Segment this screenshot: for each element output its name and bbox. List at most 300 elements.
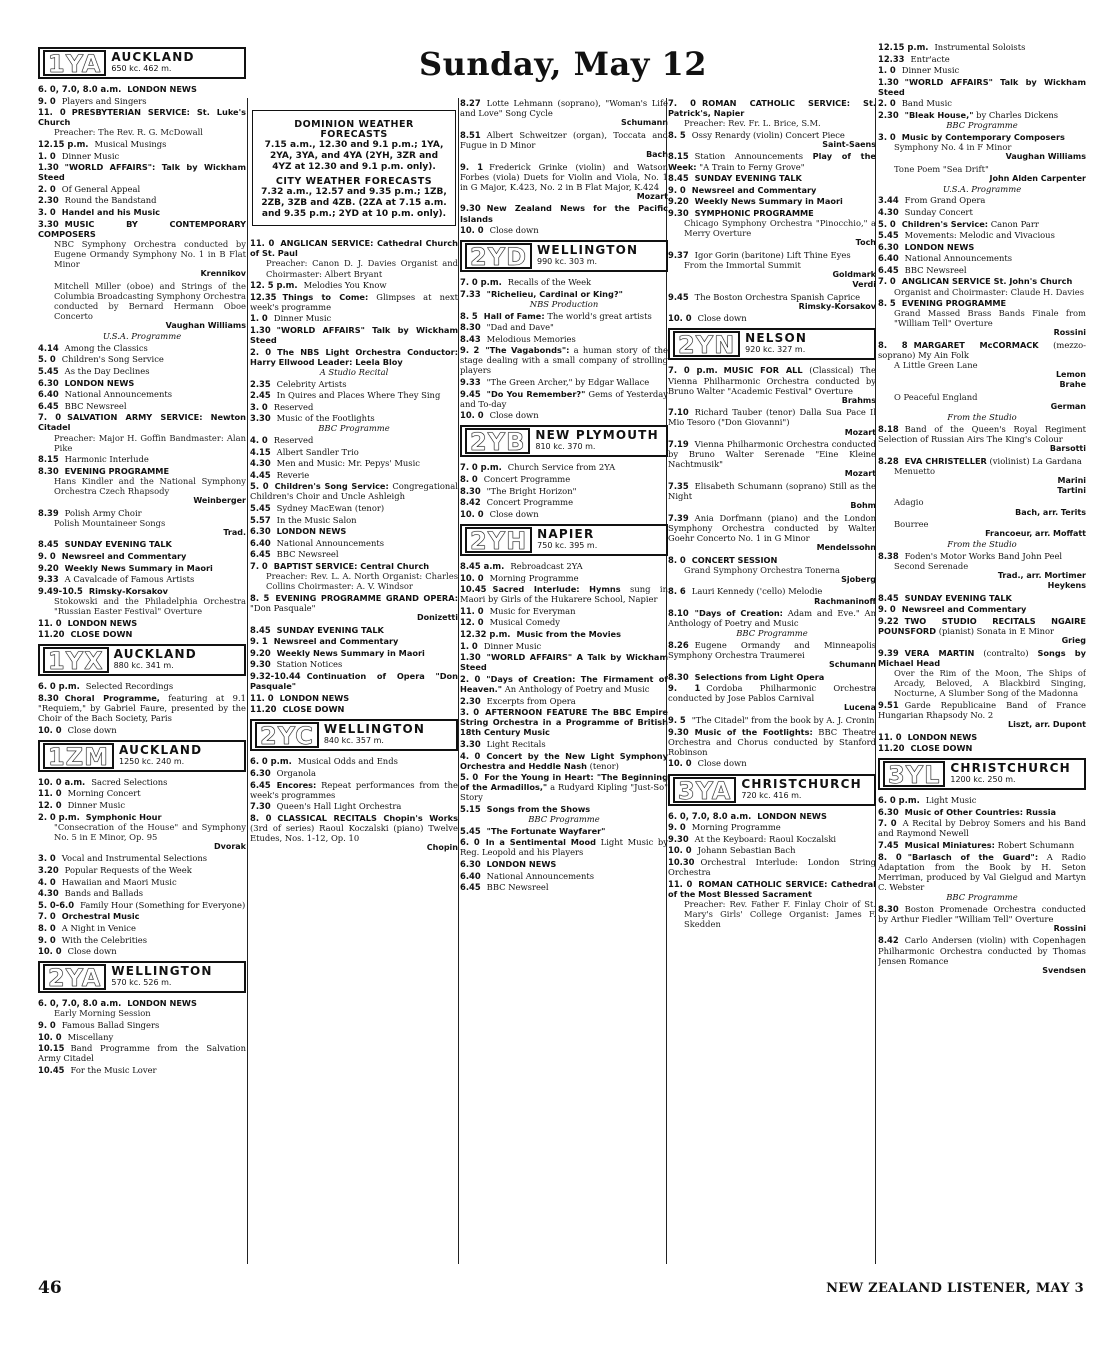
station-frequency: 990 kc. 303 m. [537, 257, 598, 267]
programme-entry [250, 756, 458, 766]
entry-time: 6. 0, 7.0, 8.0 a.m. [668, 810, 752, 821]
entry-time: 8.45 [250, 624, 271, 635]
programme-entry [38, 96, 246, 106]
entry-title: Encores: [276, 779, 317, 790]
programme-entry [668, 130, 876, 150]
programme-entry [250, 801, 458, 811]
programme-entry [250, 671, 458, 691]
programme-entry [250, 481, 458, 501]
programme-entry [878, 700, 1086, 730]
programme-entry [460, 871, 668, 881]
entry-text: "The Bright Horizon" [486, 485, 577, 496]
programme-entry [250, 435, 458, 445]
column-3 [460, 98, 668, 1264]
programme-entry [38, 923, 246, 933]
entry-title: LONDON NEWS [279, 692, 350, 703]
entry-composer: Marini [1057, 475, 1086, 485]
entry-time: 3. 0 [878, 131, 896, 142]
entry-title: Newsreel and Commentary [901, 604, 1027, 615]
programme-entry [250, 413, 458, 433]
entry-title: VERA MARTIN [904, 647, 975, 658]
entry-composer: Barsotti [1049, 443, 1086, 453]
page-date-heading: Sunday, May 12 [419, 45, 707, 83]
programme-entry [250, 780, 458, 800]
entry-time: 5.45 [38, 365, 59, 376]
entry-time: 7. 0 [38, 911, 56, 922]
station-header [878, 758, 1086, 790]
entry-text: (contralto) [983, 647, 1029, 658]
station-city: NEW PLYMOUTH [535, 428, 659, 443]
programme-entry [878, 424, 1086, 454]
station-frequency: 880 kc. 341 m. [113, 661, 174, 671]
entry-composer: Saint-Saens [822, 139, 876, 149]
entry-time: 10.30 [668, 856, 695, 867]
entry-text: Station Notices [276, 659, 343, 670]
entry-title: For the Young in Heart: "The Beginning of the Armadillos," [460, 772, 668, 793]
column-2 [250, 104, 458, 1264]
entry-title: ROMAN CATHOLIC SERVICE: Cathedral of the Most Blessed Sacrament [668, 878, 876, 899]
entry-time: 8. 0 [668, 554, 686, 565]
entry-time: 4.30 [878, 206, 899, 217]
entry-time: 3. 0 [250, 401, 268, 412]
entry-title: LONDON NEWS [276, 526, 347, 537]
entry-time: 8.45 [878, 592, 899, 603]
programme-entry [460, 826, 668, 836]
entry-time: 6.30 [250, 767, 271, 778]
entry-time: 3.20 [38, 865, 59, 875]
entry-time: 2.45 [250, 390, 271, 401]
programme-entry [460, 707, 668, 737]
entry-text: Dinner Music [61, 150, 120, 161]
programme-entry [38, 401, 246, 411]
entry-time: 6.45 [250, 549, 271, 560]
station-frequency: 1250 kc. 240 m. [118, 756, 185, 766]
entry-time: 8.39 [38, 507, 59, 518]
entry-time: 6. 0 p.m. [250, 756, 292, 767]
entry-time: 9. 1 [250, 636, 268, 647]
programme-entry [38, 853, 246, 863]
entry-time: 11. 0 [668, 878, 693, 889]
station-frequency: 750 kc. 395 m. [537, 540, 598, 550]
entry-time: 9. 5 [668, 715, 686, 726]
entry-text: National Announcements [276, 537, 385, 548]
programme-entry [38, 725, 246, 735]
entry-time: 9.45 [668, 291, 689, 302]
page-footer [38, 1278, 1084, 1302]
entry-time: 6.30 [460, 858, 481, 869]
entry-title: Rimsky-Korsakov [88, 585, 168, 596]
entry-title: Newsreel and Commentary [61, 551, 187, 562]
entry-title: LONDON NEWS [127, 84, 197, 94]
entry-composer: John Alden Carpenter [989, 173, 1086, 183]
programme-entry [878, 207, 1086, 217]
programme-entry [460, 289, 668, 309]
entry-time: 2. 0 [38, 183, 56, 194]
entry-text: A Recital by Debroy Somers and his Band and Raymond Newell [878, 818, 1086, 839]
entry-title: EVENING PROGRAMME [64, 465, 170, 476]
entry-title: Orchestral Music [61, 911, 140, 922]
entry-text: Round the Bandstand [64, 195, 157, 206]
entry-time: 5.45 [250, 503, 271, 514]
entry-title: Symphonic Hour [85, 811, 162, 822]
programme-entry [878, 551, 1086, 591]
entry-text: Carlo Andersen (violin) with Copenhagen Philharmonic Orchestra conducted by Thomas Jensen Romance [878, 935, 1086, 966]
entry-time: 12.33 [878, 53, 905, 64]
programme-entry [878, 807, 1086, 817]
column-1 [38, 42, 246, 1264]
entry-time: 10. 0 [38, 946, 62, 957]
entry-text: (pianist) Sonata in E Minor [938, 626, 1055, 637]
entry-time: 9. 0 [38, 934, 56, 945]
entry-text: Harmonic Interlude [64, 454, 149, 465]
entry-title: TWO STUDIO RECITALS NGAIRE POUNSFORD [878, 615, 1086, 637]
entry-time: 1. 0 [250, 313, 268, 324]
entry-time: 11. 0 [878, 731, 902, 742]
entry-title: PRESBYTERIAN SERVICE: St. Luke's Church [38, 107, 246, 128]
station-city: WELLINGTON [323, 722, 426, 737]
programme-entry [460, 203, 668, 223]
programme-entry [250, 768, 458, 778]
entry-composer: Donizetti [416, 612, 458, 622]
programme-entry [878, 456, 1086, 496]
programme-entry [878, 265, 1086, 275]
programme-entry [668, 672, 876, 682]
entry-time: 6.40 [460, 870, 481, 881]
entry-time: 8.10 [668, 608, 689, 619]
entry-time: 6. 0, 7.0, 8.0 a.m. [38, 84, 122, 94]
entry-text: "The Citadel" from the book by A. J. Cronin [691, 715, 875, 726]
entry-time: 9.37 [668, 249, 689, 260]
programme-entry [878, 392, 1086, 422]
programme-entry [668, 481, 876, 511]
entry-title: SUNDAY EVENING TALK [276, 624, 384, 635]
entry-text: From Grand Opera [904, 195, 986, 206]
entry-time: 9. 0 [668, 822, 686, 833]
entry-detail: NBC Symphony Orchestra conducted by Eugene Ormandy Symphony No. 1 in B Flat Minor [54, 238, 246, 269]
programme-entry [668, 879, 876, 929]
station-header [460, 240, 668, 272]
entry-detail: Hans Kindler and the National Symphony Orchestra Czech Rhapsody [54, 475, 246, 496]
entry-text: BBC Newsreel [64, 400, 127, 411]
entry-time: 6.40 [38, 389, 59, 400]
programme-entry [668, 811, 876, 821]
entry-text: Gems of Yesterday and To-day [460, 388, 668, 409]
programme-entry [668, 555, 876, 585]
entry-detail: Preacher: Canon D. J. Davies Organist and Choirmaster: Albert Bryant [266, 258, 458, 279]
station-header [250, 719, 458, 751]
entry-time: 9. 1 [460, 161, 484, 172]
entry-text: With the Celebrities [61, 934, 148, 945]
entry-text: Morning Programme [691, 822, 781, 833]
entry-composer: Svendsen [1042, 965, 1086, 975]
entry-text: Music of the Footlights [276, 413, 375, 424]
entry-text: featuring at 9.1 "Requiem," by Gabriel Faure, presented by the Choir of the Bach Society, Paris [38, 692, 246, 724]
entry-time: 9.20 [38, 562, 59, 573]
programme-entry [668, 715, 876, 725]
weather-text-dominion: 7.15 a.m., 12.30 and 9.1 p.m.; 1YA, 2YA, 3YA, and 4YA (2YH, 3ZR and 4YZ at 12.30 and 9.1 p.m. only). [264, 140, 444, 173]
entry-title: Things to Come: [282, 291, 369, 302]
entry-time: 8. 8 [878, 340, 908, 351]
entry-text: Sunday Concert [904, 206, 973, 217]
entry-time: 6.30 [38, 377, 59, 388]
entry-time: 12. 0 [460, 617, 484, 628]
station-header [668, 328, 876, 360]
programme-entry [38, 629, 246, 639]
entry-title: Weekly News Summary in Maori [276, 647, 425, 658]
entry-text: Close down [67, 724, 117, 735]
entry-time: 11. 0 [38, 107, 66, 118]
entry-title: EVENING PROGRAMME GRAND OPERA: [275, 592, 458, 603]
entry-composer: Bach [646, 149, 668, 159]
programme-entry [460, 584, 668, 604]
entry-time: 1.30 [460, 652, 481, 663]
station-frequency: 650 kc. 462 m. [111, 64, 172, 73]
programme-entry [38, 693, 246, 723]
programme-entry [38, 1065, 246, 1075]
entry-text: Garde Republicaine Band of France Hungarian Rhapsody No. 2 [878, 699, 1086, 720]
entry-title: "Days of Creation: The Firmament of Heaven." [460, 673, 668, 694]
entry-time: 10.45 [38, 1064, 65, 1075]
entry-text: (Classical) The Vienna Philharmonic Orchestra conducted by Bruno Walter "Academic Festival" Overture [668, 365, 876, 396]
programme-entry [668, 758, 876, 768]
entry-time: 8.15 [668, 151, 689, 162]
entry-time: 8.38 [878, 550, 899, 561]
entry-time: 9. 0 [878, 604, 896, 615]
entry-time: 6.40 [250, 537, 271, 548]
entry-text: by Charles Dickens [976, 110, 1059, 121]
entry-title: Music from the Movies [516, 628, 621, 639]
entry-text: Vienna Philharmonic Orchestra conducted by Bruno Walter Serenade "Eine Kleine Nachtmusik" [668, 439, 876, 470]
entry-time: 9. 0 [38, 1019, 56, 1030]
entry-text: Sacred Selections [91, 776, 168, 787]
entry-time: 9.51 [878, 699, 899, 710]
programme-entry [38, 195, 246, 205]
entry-time: 1.30 [250, 325, 271, 336]
entry-composer: Goldmark [832, 270, 876, 279]
entry-title: Concert by the New Light Symphony Orchestra and Heddle Nash [460, 750, 668, 771]
entry-text: Musical Musings [94, 138, 167, 149]
entry-time: 8. 5 [668, 129, 686, 140]
programme-entry [38, 681, 246, 691]
station-call-sign: 2YA [43, 964, 106, 990]
entry-text: Sydney MacEwan (tenor) [276, 503, 385, 514]
entry-text: Cordoba Philharmonic Orchestra conducted by Jose Pablos Carnival [668, 683, 876, 704]
entry-text: For the Music Lover [70, 1064, 157, 1075]
entry-title: The NBS Light Orchestra Conductor: Harry Ellwood Leader: Leela Bloy [250, 346, 458, 367]
programme-entry [38, 812, 246, 852]
entry-time: 10. 0 [460, 572, 484, 583]
entry-detail: "Consecration of the House" and Symphony No. 5 in E Minor, Op. 95 [54, 821, 246, 842]
entry-time: 11.20 [38, 629, 65, 640]
entry-time: 9. 0 [38, 551, 56, 562]
entry-text: Vocal and Instrumental Selections [61, 853, 208, 864]
entry-text: Boston Promenade Orchestra conducted by Arthur Fiedler "William Tell" Overture [878, 903, 1086, 924]
programme-entry [460, 573, 668, 583]
entry-title: LONDON NEWS [486, 858, 557, 869]
programme-entry [38, 281, 246, 342]
entry-detail: Symphony No. 4 in F Minor [894, 141, 1012, 152]
entry-title: CLOSE DOWN [282, 704, 345, 715]
programme-entry [250, 593, 458, 623]
programme-entry [460, 641, 668, 651]
masthead [250, 42, 876, 98]
station-city: WELLINGTON [111, 964, 213, 979]
entry-text: Instrumental Soloists [934, 42, 1026, 52]
entry-text: Reserved [273, 401, 314, 412]
entry-title: "Bleak House," [904, 110, 974, 121]
entry-detail: Preacher: Major H. Goffin Bandmaster: Alan Pike [54, 432, 246, 453]
programme-entry [878, 195, 1086, 205]
entry-text: BBC Newsreel [486, 882, 549, 893]
entry-time: 6. 0, 7.0, 8.0 a.m. [38, 998, 122, 1009]
programme-entry [460, 882, 668, 892]
entry-time: 11.20 [878, 743, 905, 754]
entry-text: Morning Concert [67, 788, 141, 799]
programme-entry [878, 110, 1086, 130]
programme-entry [38, 412, 246, 452]
programme-entry [878, 935, 1086, 975]
programme-entry [668, 151, 876, 171]
entry-title: LONDON NEWS [907, 731, 978, 742]
entry-text: Entr'acte [910, 53, 950, 64]
entry-time: 3.30 [38, 218, 59, 229]
programme-entry [38, 1032, 246, 1042]
programme-entry [878, 604, 1086, 614]
entry-detail: Over the Rim of the Moon, The Ships of Arcady, Beloved, A Blackbird Singing, Nocturne, A Slumber Song of the Madonna [894, 667, 1086, 699]
entry-text: Johann Sebastian Bach [697, 845, 796, 856]
programme-entry [878, 593, 1086, 603]
entry-composer: Vaughan Williams [165, 321, 246, 331]
entry-text: Bands and Ballads [64, 888, 144, 899]
entry-text: Eugene Ormandy and Minneapolis Symphony Orchestra Traumerei [668, 639, 876, 660]
entry-title: ANGLICAN SERVICE: Cathedral Church of St. Paul [250, 238, 458, 259]
programme-entry [878, 497, 1086, 517]
entry-detail: A Little Green Lane [894, 360, 978, 371]
programme-entry [878, 65, 1086, 75]
programme-entry [878, 242, 1086, 252]
entry-time: 8.30 [878, 903, 899, 914]
entry-time: 8.30 [668, 671, 689, 682]
entry-composer-2: Verdi [852, 280, 876, 290]
entry-text: (tenor) [589, 760, 619, 771]
entry-composer: Bach, arr. Terits [1015, 507, 1086, 517]
entry-text: Melodies You Know [303, 280, 387, 291]
entry-time: 4. 0 [460, 750, 481, 761]
entry-title-2: Play of the Week: [668, 151, 876, 172]
entry-composer: Rachmaninoff [814, 596, 876, 606]
entry-title: CLASSICAL RECITALS Chopin's Works [277, 812, 458, 823]
entry-time: 5.15 [460, 803, 481, 814]
programme-entry [38, 84, 246, 94]
entry-time: 6.30 [250, 526, 271, 537]
entry-title: Hall of Fame: [483, 310, 545, 321]
programme-entry [38, 935, 246, 945]
programme-entry [460, 474, 668, 484]
programme-entry [460, 751, 668, 771]
entry-time: 12.35 [250, 291, 277, 302]
station-call-sign: 2YC [255, 722, 319, 748]
station-call-sign: 1ZM [43, 743, 114, 769]
entry-time: 12.15 p.m. [878, 42, 929, 52]
entry-detail: Early Morning Session [54, 1008, 151, 1019]
entry-time: 8.30 [460, 485, 481, 496]
entry-title: SUNDAY EVENING TALK [904, 592, 1012, 603]
entry-time: 5. 0-6.0 [38, 899, 75, 910]
entry-text: Dinner Music [273, 313, 332, 324]
entry-composer-2: Brahe [1059, 380, 1086, 390]
programme-entry [460, 311, 668, 321]
entry-time: 5.45 [460, 825, 481, 836]
entry-time: 9.20 [250, 647, 271, 658]
station-info [535, 430, 658, 452]
entry-time: 7. 0 p.m. [460, 277, 502, 288]
entry-title: Music of Other Countries: Russia [904, 806, 1057, 817]
entry-time: 10.45 [460, 584, 487, 595]
programme-entry [38, 563, 246, 573]
entry-time: 5. 0 [38, 354, 56, 365]
entry-time: 9.30 [460, 203, 481, 214]
station-info [745, 333, 807, 355]
entry-detail: Grand Symphony Orchestra Tonerna [684, 564, 841, 575]
entry-detail: Stokowski and the Philadelphia Orchestra "Russian Easter Festival" Overture [54, 595, 246, 616]
programme-entry [38, 508, 246, 538]
entry-note: A Studio Recital [319, 366, 389, 377]
entry-title: Continuation of Opera "Don Pasquale" [250, 670, 458, 692]
entry-text: Rebroadcast 2YA [510, 560, 583, 571]
programme-entry [460, 130, 668, 160]
entry-time: 1. 0 [878, 65, 896, 76]
entry-title: "Barlasch of the Guard": [907, 851, 1039, 862]
entry-text: Band Music [901, 98, 952, 109]
entry-text: Foden's Motor Works Band John Peel [904, 550, 1063, 561]
programme-entry [668, 727, 876, 757]
programme-entry [38, 207, 246, 217]
entry-text: Selected Recordings [85, 681, 174, 692]
station-header [460, 524, 668, 556]
entry-title-2: Songs by Michael Head [878, 647, 1086, 668]
programme-entry [878, 253, 1086, 263]
entry-time: 3. 0 [38, 207, 56, 218]
entry-text: Of General Appeal [61, 183, 141, 194]
programme-entry [668, 292, 876, 312]
programme-entry [460, 225, 668, 235]
entry-time: 8. 0 [250, 812, 272, 823]
entry-time: 5.57 [250, 514, 271, 525]
entry-title: LONDON NEWS [67, 617, 138, 628]
programme-entry [38, 865, 246, 875]
programme-entry [460, 410, 668, 420]
entry-time: 10. 0 a.m. [38, 776, 86, 787]
programme-entry [878, 276, 1086, 296]
entry-text: Light Music [925, 795, 977, 806]
entry-time: 9.45 [460, 388, 481, 399]
programme-entry [460, 377, 668, 387]
footer-publication: NEW ZEALAND LISTENER, MAY 3 [826, 1281, 1084, 1296]
entry-text: Band Programme from the Salvation Army Citadel [38, 1043, 246, 1064]
entry-note: BBC Programme [318, 423, 390, 434]
programme-entry [250, 325, 458, 345]
programme-entry [38, 888, 246, 898]
entry-note: NBS Production [529, 298, 599, 309]
entry-time: 12. 5 p.m. [250, 280, 298, 291]
station-info [111, 52, 194, 74]
entry-title: Weekly News Summary in Maori [694, 196, 843, 207]
programme-entry [250, 704, 458, 714]
entry-time: 3.44 [878, 195, 899, 206]
entry-time: 8. 5 [460, 310, 478, 321]
programme-entry [460, 561, 668, 571]
entry-text: Players and Singers [61, 95, 147, 106]
